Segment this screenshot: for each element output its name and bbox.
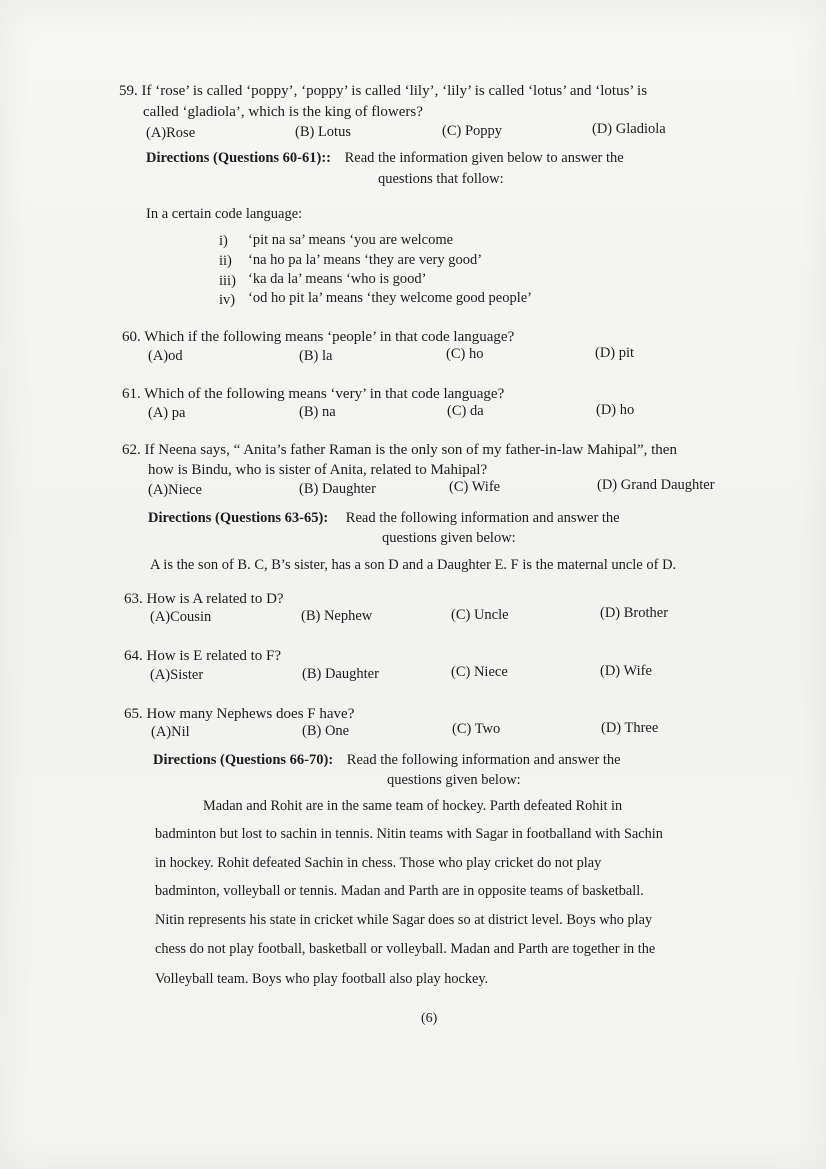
- directions-label: Directions (Questions 66-70):: [153, 752, 334, 768]
- q63-option-c: (C) Uncle: [451, 607, 509, 623]
- code-item-text: ‘od ho pit la’ means ‘they welcome good people’: [248, 290, 533, 306]
- q60-option-c: (C) ho: [446, 346, 484, 362]
- directions-63-65-line2: questions given below:: [382, 530, 516, 546]
- q60-option-d: (D) pit: [595, 345, 635, 361]
- code-intro: In a certain code language:: [146, 206, 303, 222]
- q65-option-a: (A)Nil: [151, 724, 190, 740]
- directions-66-70-line2: questions given below:: [387, 772, 521, 788]
- q64-option-c: (C) Niece: [451, 664, 508, 680]
- passage-line: badminton but lost to sachin in tennis. Nitin teams with Sagar in footballand with Sachin: [155, 826, 663, 842]
- q63-text: 63. How is A related to D?: [124, 591, 284, 607]
- directions-63-65: [148, 510, 620, 527]
- q62-option-c: (C) Wife: [449, 479, 501, 495]
- directions-label: Directions (Questions 63-65):: [148, 510, 329, 526]
- code-item-num: iv): [219, 292, 236, 308]
- page-number: (6): [421, 1011, 438, 1026]
- passage-line: Nitin represents his state in cricket while Sagar does so at district level. Boys who play: [155, 912, 653, 928]
- directions-60-61-line2: questions that follow:: [378, 171, 504, 187]
- q59-option-b: (B) Lotus: [295, 124, 351, 140]
- directions-label: Directions (Questions 60-61)::: [146, 150, 331, 166]
- directions-text: Read the information given below to answer the: [344, 150, 624, 166]
- q62-option-d: (D) Grand Daughter: [597, 477, 715, 493]
- q64-text: 64. How is E related to F?: [124, 648, 282, 664]
- q65-option-b: (B) One: [302, 723, 350, 739]
- code-item-num: ii): [219, 253, 232, 269]
- q62-line2: how is Bindu, who is sister of Anita, related to Mahipal?: [148, 462, 488, 478]
- q59-option-c: (C) Poppy: [442, 123, 503, 139]
- q60-option-a: (A)od: [148, 348, 183, 364]
- q64-option-d: (D) Wife: [600, 663, 652, 679]
- q64-option-b: (B) Daughter: [302, 666, 379, 682]
- q59-line1: 59. If ‘rose’ is called ‘poppy’, ‘poppy’ is called ‘lily’, ‘lily’ is called ‘lotus’ and ‘lotus’ is: [119, 83, 648, 99]
- q61-option-c: (C) da: [447, 403, 484, 419]
- q62-option-b: (B) Daughter: [299, 481, 376, 497]
- q59-option-d: (D) Gladiola: [592, 121, 666, 137]
- code-item-text: ‘pit na sa’ means ‘you are welcome: [248, 232, 454, 248]
- q65-option-c: (C) Two: [452, 721, 501, 737]
- directions-66-70: [153, 752, 621, 769]
- q65-option-d: (D) Three: [601, 720, 659, 736]
- q64-option-a: (A)Sister: [150, 667, 204, 683]
- q59-line2: called ‘gladiola’, which is the king of flowers?: [143, 104, 423, 120]
- passage-line: chess do not play football, basketball or volleyball. Madan and Parth are together in the: [155, 941, 656, 957]
- q65-text: 65. How many Nephews does F have?: [124, 706, 355, 722]
- code-item-text: ‘ka da la’ means ‘who is good’: [248, 271, 427, 287]
- q61-option-d: (D) ho: [596, 402, 635, 418]
- passage-line: Volleyball team. Boys who play football also play hockey.: [155, 971, 489, 987]
- q60-text: 60. Which if the following means ‘people’ in that code language?: [122, 329, 515, 345]
- q60-option-b: (B) la: [299, 348, 333, 364]
- q61-option-b: (B) na: [299, 404, 336, 420]
- directions-text: Read the following information and answer the: [345, 510, 620, 526]
- directions-text: Read the following information and answer the: [346, 752, 621, 768]
- passage-line: badminton, volleyball or tennis. Madan and Parth are in opposite teams of basketball.: [155, 883, 644, 899]
- q62-option-a: (A)Niece: [148, 482, 202, 498]
- passage-line: Madan and Rohit are in the same team of hockey. Parth defeated Rohit in: [203, 798, 623, 814]
- q61-option-a: (A) pa: [148, 405, 186, 421]
- directions-60-61: [146, 150, 624, 167]
- q63-option-a: (A)Cousin: [150, 609, 212, 625]
- passage-line: in hockey. Rohit defeated Sachin in chess. Those who play cricket do not play: [155, 855, 602, 871]
- q63-option-d: (D) Brother: [600, 605, 669, 621]
- q61-text: 61. Which of the following means ‘very’ in that code language?: [122, 386, 505, 402]
- code-item-num: iii): [219, 273, 236, 289]
- q62-line1: 62. If Neena says, “ Anita’s father Raman is the only son of my father-in-law Mahipal”, then: [122, 442, 677, 458]
- q59-option-a: (A)Rose: [146, 125, 196, 141]
- family-statement: A is the son of B. C, B’s sister, has a son D and a Daughter E. F is the maternal uncle of D.: [150, 557, 677, 573]
- code-item-text: ‘na ho pa la’ means ‘they are very good’: [248, 252, 483, 268]
- code-item-num: i): [219, 233, 228, 249]
- q63-option-b: (B) Nephew: [301, 608, 373, 624]
